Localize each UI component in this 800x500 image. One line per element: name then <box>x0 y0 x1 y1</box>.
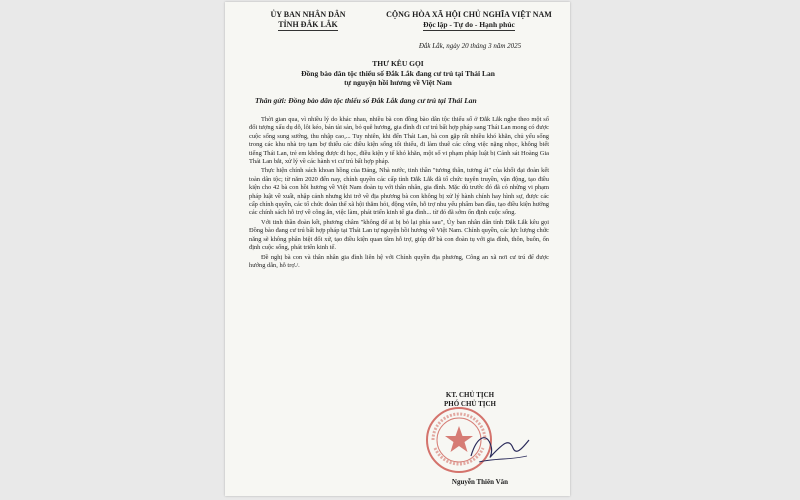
body-paragraph-3: Với tinh thần đoàn kết, phương châm "không để ai bị bỏ lại phía sau", Ủy ban nhân dân tỉnh Đắk Lắk kêu gọi Đồng bào đang cư trú bất hợp pháp tại Thái Lan tự nguyện hồi hương về Việt Nam. Chính quyền, các lực lượng chức năng sẽ không phân biệt đối xử, tạo điều kiện quan tâm hỗ trợ, giúp đỡ bà con đoàn tụ với gia đình, thôn, buôn, ổn định cuộc sống, phát triển kinh tế. <box>249 218 549 252</box>
body-paragraph-2: Thực hiện chính sách khoan hồng của Đảng, Nhà nước, tinh thần "tương thân, tương ái" của khối đại đoàn kết toàn dân tộc; từ năm 2020 đến nay, chính quyền các cấp tỉnh Đắk Lắk đã tổ chức tuyên truyền, vận động, tạo điều kiện cho 42 bà con hồi hương về Việt Nam đoàn tụ với thân nhân, gia đình. Mặc dù trước đó đã có những vi phạm pháp luật về xuất, nhập cảnh nhưng khi trở về địa phương bà con không bị xử lý hành chính hay hình sự, được các cấp chính quyền, các tổ chức đoàn thể xã hội thăm hỏi, động viên, hỗ trợ nhu yếu phẩm ban đầu, tạo điều kiện hưởng các chính sách hỗ trợ về công ăn, việc làm, phát triển kinh tế gia đình... từ đó đã sớm ổn định cuộc sống. <box>249 167 549 217</box>
issuer-line-1: ỦY BAN NHÂN DÂN <box>270 10 346 19</box>
national-title: CỘNG HÒA XÃ HỘI CHỦ NGHĨA VIỆT NAM <box>386 10 552 19</box>
document-title <box>243 59 553 88</box>
letter-body <box>249 116 549 271</box>
signatory-line-2: PHÓ CHỦ TỊCH <box>444 399 496 408</box>
body-paragraph-1: Thời gian qua, vì nhiều lý do khác nhau, nhiều bà con đồng bào dân tộc thiểu số ở Đắk Lắk nghe theo một số đối tượng xấu dụ dỗ, lôi kéo, bán tài sản, bỏ quê hương, gia đình đi cư trú bất hợp pháp sang Thái Lan mong có được cuộc sống sung sướng, thu nhập cao,... Tuy nhiên, khi đến Thái Lan, bà con gặp rất nhiều khó khăn, chủ yếu sống trong các khu nhà trọ tạm bợ thiếu các điều kiện sống tối thiểu, đi làm thuê các công việc nặng nhọc, không biết tiếng Thái Lan, trẻ em không được đi học, điều kiện y tế khó khăn, một số vi phạm pháp luật bị Cảnh sát Hoàng Gia Thái Lan bắt, xử lý về các hành vi cư trú bất hợp pháp. <box>249 116 549 166</box>
recipient-line: Thân gửi: Đồng bào dân tộc thiểu số Đắk Lắk đang cư trú tại Thái Lan <box>255 96 477 105</box>
issuer-line-2: TỈNH ĐẮK LẮK <box>278 20 338 29</box>
title-line-3: tự nguyện hồi hương về Việt Nam <box>344 78 452 87</box>
handwritten-signature-icon <box>465 422 535 472</box>
title-line-2: Đồng bào dân tộc thiểu số Đắk Lắk đang cư trú tại Thái Lan <box>301 68 495 78</box>
body-paragraph-4: Đề nghị bà con và thân nhân gia đình liên hệ với Chính quyền địa phương, Công an xã nơi cư trú để được hướng dẫn, hỗ trợ./. <box>249 253 549 269</box>
issuer-header <box>253 10 363 31</box>
signatory-line-1: KT. CHỦ TỊCH <box>445 391 495 399</box>
document-page <box>225 2 570 496</box>
national-header <box>373 10 565 31</box>
national-motto: Độc lập - Tự do - Hạnh phúc <box>423 20 515 29</box>
document-date: Đắk Lắk, ngày 20 tháng 3 năm 2025 <box>418 42 522 50</box>
signer-name: Nguyễn Thiên Văn <box>451 478 509 486</box>
title-line-1: THƯ KÊU GỌI <box>372 59 424 68</box>
